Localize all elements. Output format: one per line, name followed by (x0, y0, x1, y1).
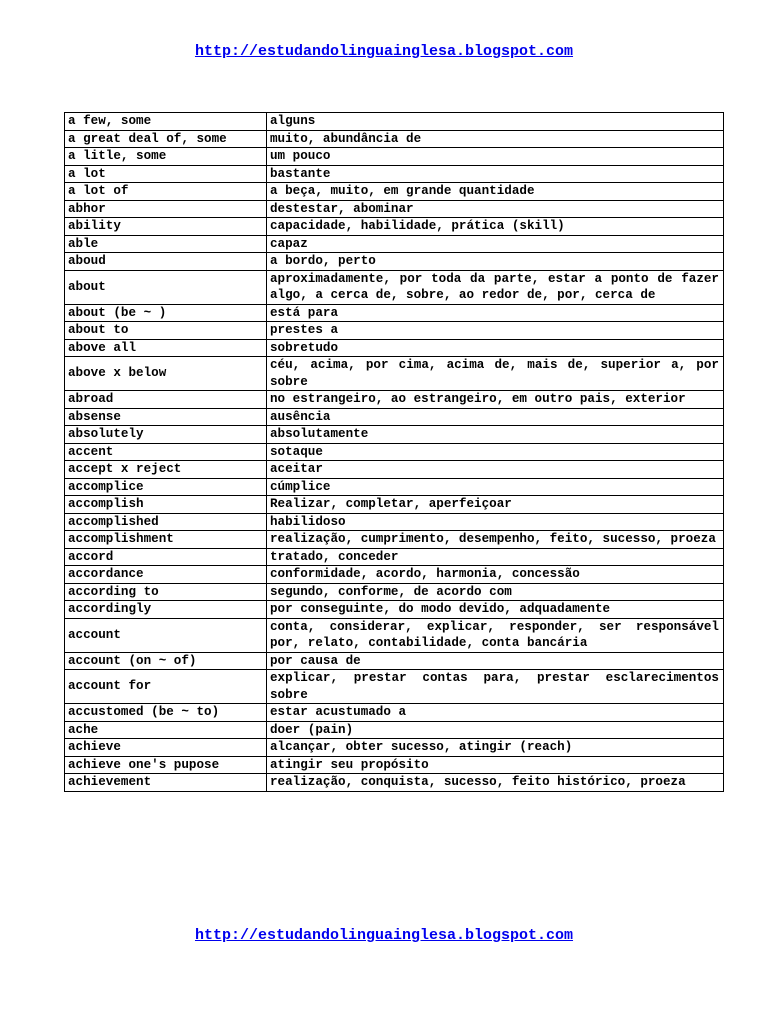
portuguese-translation: capacidade, habilidade, prática (skill) (267, 218, 724, 236)
table-row (65, 357, 724, 391)
portuguese-translation: sotaque (267, 443, 724, 461)
table-row (65, 218, 724, 236)
english-term: account (65, 618, 267, 652)
portuguese-translation: no estrangeiro, ao estrangeiro, em outro pais, exterior (267, 391, 724, 409)
table-row (65, 200, 724, 218)
portuguese-translation: céu, acima, por cima, acima de, mais de, superior a, por sobre (267, 357, 724, 391)
table-row (65, 130, 724, 148)
english-term: ability (65, 218, 267, 236)
table-row (65, 774, 724, 792)
portuguese-translation: alcançar, obter sucesso, atingir (reach) (267, 739, 724, 757)
portuguese-translation: conformidade, acordo, harmonia, concessão (267, 566, 724, 584)
english-term: absense (65, 408, 267, 426)
english-term: account for (65, 670, 267, 704)
portuguese-translation: Realizar, completar, aperfeiçoar (267, 496, 724, 514)
table-row (65, 391, 724, 409)
portuguese-translation: por conseguinte, do modo devido, adquadamente (267, 601, 724, 619)
portuguese-translation: prestes a (267, 322, 724, 340)
english-term: ache (65, 721, 267, 739)
portuguese-translation: aceitar (267, 461, 724, 479)
portuguese-translation: segundo, conforme, de acordo com (267, 583, 724, 601)
english-term: a litle, some (65, 148, 267, 166)
table-row (65, 548, 724, 566)
portuguese-translation: bastante (267, 165, 724, 183)
table-row (65, 566, 724, 584)
portuguese-translation: cúmplice (267, 478, 724, 496)
english-term: accept x reject (65, 461, 267, 479)
portuguese-translation: está para (267, 304, 724, 322)
table-row (65, 183, 724, 201)
table-row (65, 601, 724, 619)
english-term: accomplish (65, 496, 267, 514)
table-row (65, 618, 724, 652)
portuguese-translation: destestar, abominar (267, 200, 724, 218)
english-term: account (on ~ of) (65, 652, 267, 670)
english-term: about (65, 270, 267, 304)
portuguese-translation: realização, cumprimento, desempenho, feito, sucesso, proeza (267, 531, 724, 549)
table-row (65, 670, 724, 704)
vocabulary-table (64, 112, 724, 792)
portuguese-translation: a bordo, perto (267, 253, 724, 271)
english-term: a lot (65, 165, 267, 183)
portuguese-translation: muito, abundância de (267, 130, 724, 148)
table-row (65, 721, 724, 739)
table-row (65, 148, 724, 166)
english-term: according to (65, 583, 267, 601)
portuguese-translation: absolutamente (267, 426, 724, 444)
table-row (65, 704, 724, 722)
english-term: able (65, 235, 267, 253)
table-row (65, 583, 724, 601)
english-term: accomplishment (65, 531, 267, 549)
english-term: a lot of (65, 183, 267, 201)
english-term: a great deal of, some (65, 130, 267, 148)
english-term: accent (65, 443, 267, 461)
english-term: achieve (65, 739, 267, 757)
portuguese-translation: atingir seu propósito (267, 756, 724, 774)
table-row (65, 113, 724, 131)
english-term: achieve one's pupose (65, 756, 267, 774)
table-row (65, 513, 724, 531)
english-term: accomplice (65, 478, 267, 496)
portuguese-translation: tratado, conceder (267, 548, 724, 566)
portuguese-translation: alguns (267, 113, 724, 131)
portuguese-translation: estar acustumado a (267, 704, 724, 722)
english-term: above all (65, 339, 267, 357)
portuguese-translation: por causa de (267, 652, 724, 670)
table-row (65, 461, 724, 479)
english-term: a few, some (65, 113, 267, 131)
table-row (65, 496, 724, 514)
portuguese-translation: aproximadamente, por toda da parte, estar a ponto de fazer algo, a cerca de, sobre, ao redor de, por, cerca de (267, 270, 724, 304)
english-term: accord (65, 548, 267, 566)
table-row (65, 304, 724, 322)
footer-link-container (0, 927, 768, 945)
portuguese-translation: doer (pain) (267, 721, 724, 739)
table-row (65, 253, 724, 271)
english-term: aboud (65, 253, 267, 271)
table-row (65, 270, 724, 304)
table-row (65, 322, 724, 340)
portuguese-translation: a beça, muito, em grande quantidade (267, 183, 724, 201)
portuguese-translation: habilidoso (267, 513, 724, 531)
table-row (65, 478, 724, 496)
english-term: abhor (65, 200, 267, 218)
english-term: accordance (65, 566, 267, 584)
footer-blog-link[interactable]: http://estudandolinguainglesa.blogspot.com (194, 927, 574, 944)
english-term: about (be ~ ) (65, 304, 267, 322)
portuguese-translation: realização, conquista, sucesso, feito histórico, proeza (267, 774, 724, 792)
table-row (65, 531, 724, 549)
english-term: absolutely (65, 426, 267, 444)
table-row (65, 756, 724, 774)
table-row (65, 165, 724, 183)
english-term: accordingly (65, 601, 267, 619)
header-blog-link[interactable]: http://estudandolinguainglesa.blogspot.com (194, 43, 574, 60)
english-term: above x below (65, 357, 267, 391)
portuguese-translation: explicar, prestar contas para, prestar esclarecimentos sobre (267, 670, 724, 704)
portuguese-translation: sobretudo (267, 339, 724, 357)
english-term: accustomed (be ~ to) (65, 704, 267, 722)
english-term: achievement (65, 774, 267, 792)
table-row (65, 426, 724, 444)
table-row (65, 739, 724, 757)
english-term: accomplished (65, 513, 267, 531)
table-row (65, 443, 724, 461)
header-link-container (0, 43, 768, 61)
table-row (65, 652, 724, 670)
table-row (65, 235, 724, 253)
portuguese-translation: conta, considerar, explicar, responder, ser responsável por, relato, contabilidade, conta bancária (267, 618, 724, 652)
table-row (65, 408, 724, 426)
english-term: abroad (65, 391, 267, 409)
english-term: about to (65, 322, 267, 340)
vocabulary-table-body (65, 113, 724, 792)
table-row (65, 339, 724, 357)
portuguese-translation: ausência (267, 408, 724, 426)
portuguese-translation: um pouco (267, 148, 724, 166)
portuguese-translation: capaz (267, 235, 724, 253)
